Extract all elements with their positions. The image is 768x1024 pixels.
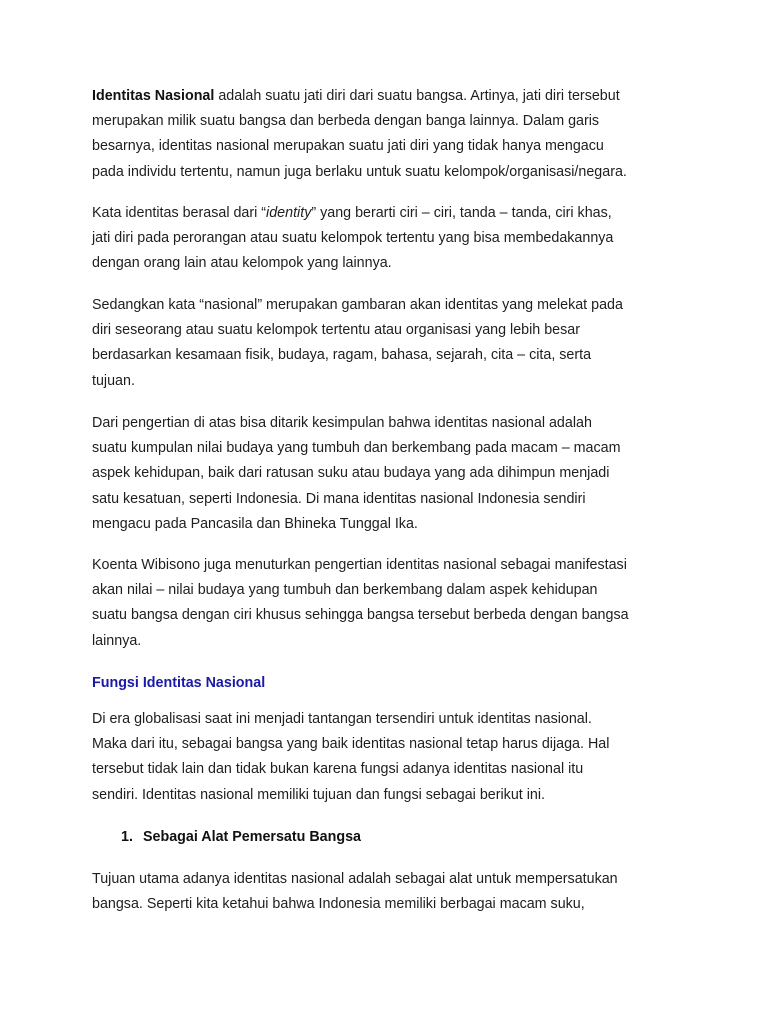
- text-line: satu kesatuan, seperti Indonesia. Di mana identitas nasional Indonesia sendiri: [92, 490, 586, 507]
- text-line: dengan orang lain atau kelompok yang lainnya.: [92, 255, 392, 272]
- paragraph-definition: [92, 84, 627, 185]
- text-line: mengacu pada Pancasila dan Bhineka Tunggal Ika.: [92, 515, 418, 532]
- text-line: jati diri pada perorangan atau suatu kelompok tertentu yang bisa membedakannya: [92, 230, 614, 247]
- text-line: suatu kumpulan nilai budaya yang tumbuh dan berkembang pada macam – macam: [92, 440, 621, 457]
- text-line: akan nilai – nilai budaya yang tumbuh dan berkembang dalam aspek kehidupan: [92, 582, 598, 599]
- italic-term: identity: [266, 205, 312, 221]
- text-line: Maka dari itu, sebagai bangsa yang baik identitas nasional tetap harus dijaga. Hal: [92, 736, 610, 753]
- text-line: sendiri. Identitas nasional memiliki tujuan dan fungsi sebagai berikut ini.: [92, 786, 545, 803]
- text-line: aspek kehidupan, baik dari ratusan suku atau budaya yang ada dihimpun menjadi: [92, 465, 610, 482]
- text-line: Tujuan utama adanya identitas nasional adalah sebagai alat untuk mempersatukan: [92, 871, 618, 887]
- numbered-list-item: [121, 825, 361, 850]
- list-item-text: Sebagai Alat Pemersatu Bangsa: [143, 829, 361, 845]
- text-line: diri seseorang atau suatu kelompok tertentu atau organisasi yang lebih besar: [92, 322, 580, 339]
- text-line: Koenta Wibisono juga menuturkan pengertian identitas nasional sebagai manifestasi: [92, 557, 627, 573]
- list-number: 1.: [121, 829, 133, 845]
- text-line: Dari pengertian di atas bisa ditarik kesimpulan bahwa identitas nasional adalah: [92, 415, 592, 431]
- text-line: adalah suatu jati diri dari suatu bangsa. Artinya, jati diri tersebut: [214, 88, 620, 104]
- text-line: besarnya, identitas nasional merupakan suatu jati diri yang tidak hanya mengacu: [92, 138, 604, 155]
- text-line: lainnya.: [92, 632, 142, 649]
- section-heading: Fungsi Identitas Nasional: [92, 675, 266, 691]
- paragraph-wibisono: [92, 553, 629, 654]
- bold-term: Identitas Nasional: [92, 88, 215, 104]
- text-line: tujuan.: [92, 372, 135, 389]
- paragraph-tujuan: [92, 867, 618, 917]
- paragraph-nasional: [92, 293, 623, 394]
- text-line: Di era globalisasi saat ini menjadi tantangan tersendiri untuk identitas nasional.: [92, 711, 592, 727]
- text-line: tersebut tidak lain dan tidak bukan karena fungsi adanya identitas nasional itu: [92, 761, 584, 778]
- text: Kata identitas berasal dari “: [92, 205, 267, 221]
- text-line: berdasarkan kesamaan fisik, budaya, ragam, bahasa, sejarah, cita – cita, serta: [92, 347, 592, 364]
- paragraph-conclusion: [92, 411, 621, 537]
- text: ” yang berarti ciri – ciri, tanda – tanda, ciri khas,: [311, 205, 612, 221]
- text-line: merupakan milik suatu bangsa dan berbeda dengan banga lainnya. Dalam garis: [92, 113, 600, 130]
- text-line: pada individu tertentu, namun juga berlaku untuk suatu kelompok/organisasi/negara.: [92, 163, 627, 180]
- paragraph-etymology: [92, 201, 613, 277]
- text-line: bangsa. Seperti kita ketahui bahwa Indonesia memiliki berbagai macam suku,: [92, 896, 585, 913]
- paragraph-globalisasi: [92, 707, 609, 808]
- text-line: Sedangkan kata “nasional” merupakan gambaran akan identitas yang melekat pada: [92, 297, 623, 313]
- text-line: suatu bangsa dengan ciri khusus sehingga bangsa tersebut berbeda dengan bangsa: [92, 607, 629, 624]
